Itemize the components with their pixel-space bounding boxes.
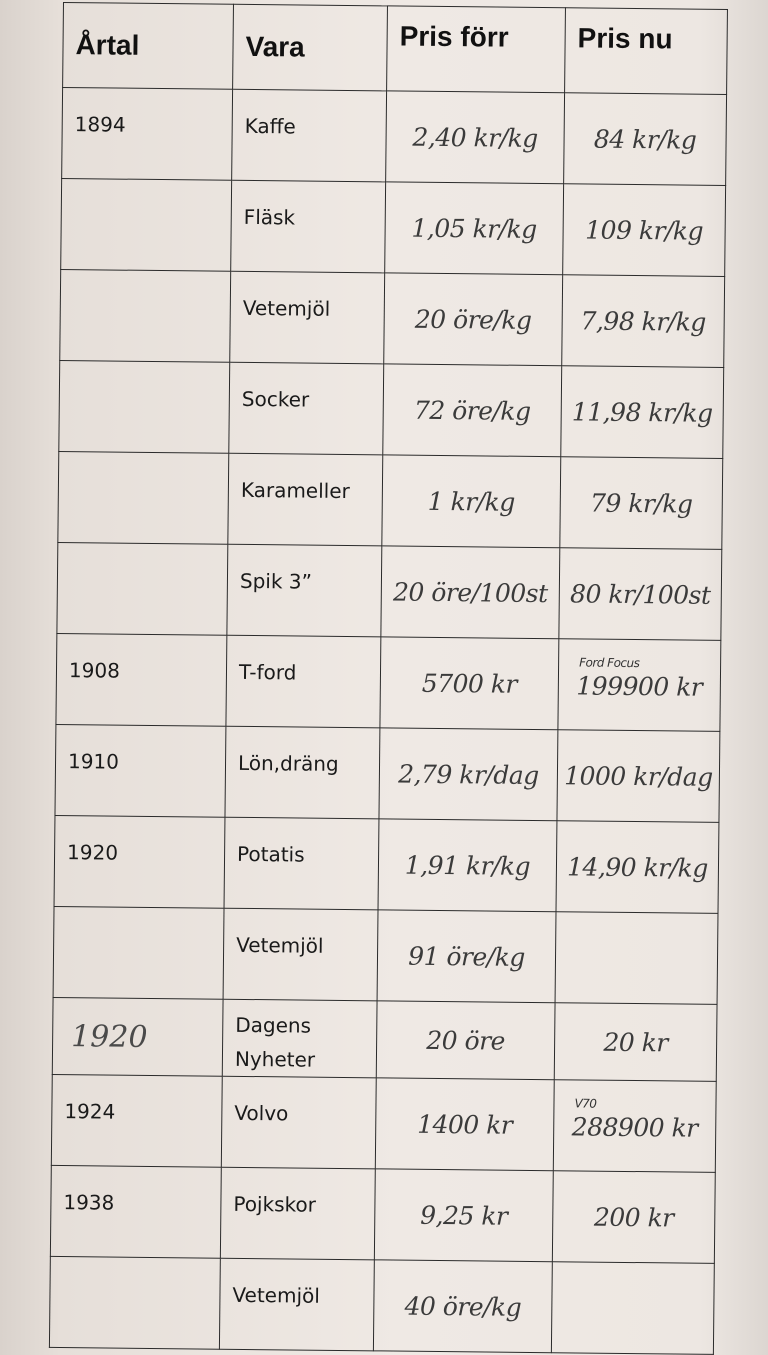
price-then-cell: 20 öre/100st: [381, 546, 560, 639]
table-row: [62, 88, 727, 186]
year-cell: 1908: [56, 633, 227, 726]
year-cell: 1924: [51, 1074, 222, 1167]
year-cell: 1938: [50, 1165, 221, 1258]
price-now-cell: 20 kr: [554, 1003, 717, 1082]
price-then-cell: 1400 kr: [375, 1078, 554, 1171]
price-then-cell: 1 kr/kg: [382, 455, 561, 548]
item-cell: Lön,dräng: [225, 726, 380, 819]
table-row: [58, 451, 723, 549]
header-year: Årtal: [63, 3, 234, 90]
year-cell: [49, 1256, 220, 1349]
year-cell: [59, 360, 230, 453]
year-cell: 1894: [62, 88, 233, 181]
price-then-cell: 40 öre/kg: [373, 1260, 552, 1353]
header-price-then: Pris förr: [387, 6, 566, 93]
table-row: [56, 633, 721, 731]
year-cell: [61, 178, 232, 271]
price-now-value: 288900 kr: [571, 1111, 698, 1143]
header-item: Vara: [233, 4, 388, 91]
year-cell: 1910: [55, 724, 226, 817]
year-cell: [58, 451, 229, 544]
table-row: [52, 997, 717, 1081]
price-now-cell: [553, 1080, 716, 1173]
item-cell: T-ford: [226, 635, 381, 728]
price-then-cell: 20 öre: [376, 1001, 555, 1080]
table-row: [54, 815, 719, 913]
header-row: [63, 3, 728, 95]
price-then-cell: 1,05 kr/kg: [385, 182, 564, 275]
year-cell: [60, 269, 231, 362]
table-row: [51, 1074, 716, 1172]
item-cell: Vetemjöl: [223, 908, 378, 1001]
item-cell: Socker: [229, 362, 384, 455]
price-now-cell: [555, 912, 718, 1005]
item-cell: Vetemjöl: [219, 1258, 374, 1351]
price-now-cell: [558, 639, 721, 732]
item-cell: Karameller: [228, 453, 383, 546]
handwritten-note: Ford Focus: [579, 654, 640, 670]
price-then-cell: 2,79 kr/dag: [379, 728, 558, 821]
table-row: [53, 906, 718, 1004]
year-cell: [57, 542, 228, 635]
item-cell: Fläsk: [231, 180, 386, 273]
price-then-cell: 72 öre/kg: [383, 364, 562, 457]
item-cell: Potatis: [224, 817, 379, 910]
price-now-cell: 14,90 kr/kg: [556, 821, 719, 914]
price-comparison-table: [49, 2, 728, 1355]
item-cell: Spik 3”: [227, 544, 382, 637]
price-then-cell: 20 öre/kg: [384, 273, 563, 366]
year-cell: [52, 997, 223, 1076]
price-now-cell: 79 kr/kg: [560, 457, 723, 550]
handwritten-year: 1920: [70, 1018, 148, 1055]
year-cell: [53, 906, 224, 999]
price-now-cell: [551, 1262, 714, 1355]
item-cell: Volvo: [221, 1076, 376, 1169]
price-now-cell: 11,98 kr/kg: [561, 366, 724, 459]
price-now-cell: 1000 kr/dag: [557, 730, 720, 823]
price-then-cell: 9,25 kr: [374, 1169, 553, 1262]
table-row: [49, 1256, 714, 1354]
item-cell: Pojkskor: [220, 1167, 375, 1260]
price-then-cell: 2,40 kr/kg: [386, 91, 565, 184]
price-then-cell: 1,91 kr/kg: [378, 819, 557, 912]
price-now-cell: 109 kr/kg: [563, 184, 726, 277]
table-row: [55, 724, 720, 822]
price-now-cell: 200 kr: [552, 1171, 715, 1264]
price-then-cell: 5700 kr: [380, 637, 559, 730]
price-now-value: 199900 kr: [576, 670, 703, 702]
item-line: Nyheter: [234, 1046, 316, 1072]
table-row: [59, 360, 724, 458]
table-row: [60, 269, 725, 367]
price-now-cell: 80 kr/100st: [559, 548, 722, 641]
table-row: [57, 542, 722, 640]
item-cell: [222, 999, 377, 1078]
price-then-cell: 91 öre/kg: [377, 910, 556, 1003]
handwritten-note: V70: [574, 1095, 597, 1111]
table-row: [61, 178, 726, 276]
price-now-cell: 84 kr/kg: [564, 93, 727, 186]
price-now-cell: 7,98 kr/kg: [562, 275, 725, 368]
item-cell: Vetemjöl: [230, 271, 385, 364]
item-line: Dagens: [235, 1012, 312, 1038]
item-cell: Kaffe: [232, 89, 387, 182]
table-row: [50, 1165, 715, 1263]
header-price-now: Pris nu: [565, 8, 728, 95]
year-cell: 1920: [54, 815, 225, 908]
